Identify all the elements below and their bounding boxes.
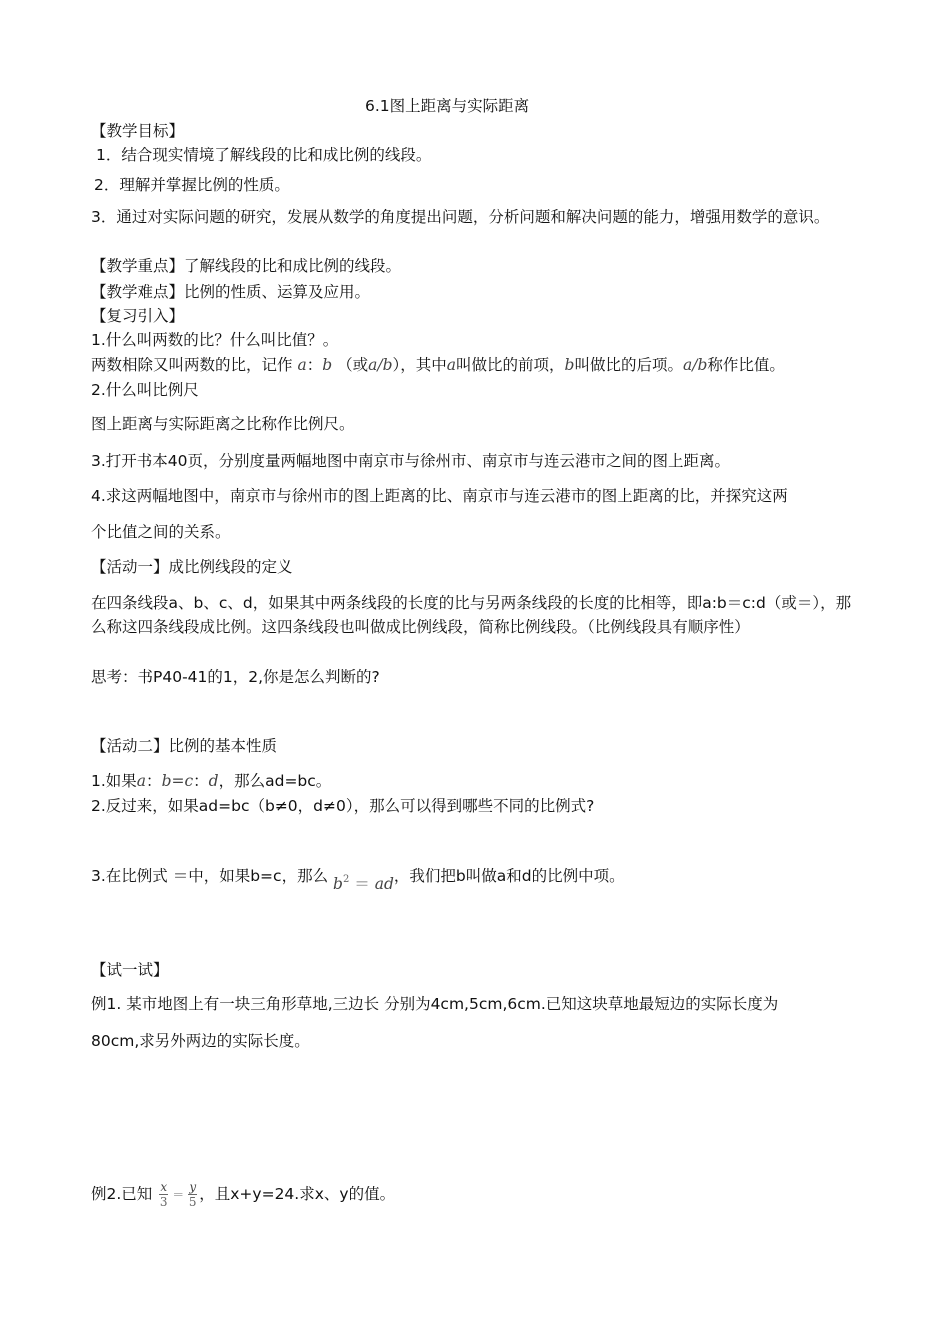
try-title: 【试一试】 [91,961,169,979]
var-a: a [136,772,147,790]
property-1-tail: ，那么ad=bc。 [218,772,332,790]
activity-2-title: 【活动二】比例的基本性质 [91,737,278,755]
example-1-line-2: 80cm,求另外两边的实际长度。 [91,1032,310,1050]
var-a-front: a [446,356,457,374]
ratio-a-over-b: a/b [368,356,393,374]
difficulty: 【教学难点】比例的性质、运算及应用。 [91,283,371,301]
fraction-x-over-3 [159,1180,168,1209]
question-3: 3.打开书本40页，分别度量两幅地图中南京市与徐州市、南京市与连云港市之间的图上距离。 [91,452,731,470]
section-review: 【复习引入】 [91,307,185,325]
answer-1-text-c: ），其中 [392,356,447,374]
var-b-back: b [564,356,575,374]
colon: ： [306,356,323,374]
var-ad: ad [374,875,394,893]
example-2-lead: 例2.已知 [91,1185,153,1203]
property-1-lead: 1.如果 [91,772,137,790]
key-point: 【教学重点】了解线段的比和成比例的线段。 [91,257,402,275]
formula-b2-eq-ad [333,874,394,897]
answer-1-text-d: 叫做比的前项， [456,356,565,374]
property-2: 2.反过来，如果ad=bc（b≠0，d≠0），那么可以得到哪些不同的比例式? [91,797,595,815]
question-2: 2.什么叫比例尺 [91,381,199,399]
question-4-line-2: 个比值之间的关系。 [91,523,231,541]
var-b: b [333,875,343,893]
fraction-y-over-5 [188,1180,197,1209]
answer-1-text-a: 两数相除又叫两数的比，记作 [91,356,293,374]
var-d: d [208,772,219,790]
answer-1-text-b: （或 [337,356,369,374]
example-2 [91,1180,395,1209]
denominator-3: 3 [159,1195,168,1209]
property-3 [91,866,625,893]
example-1-line-1: 例1. 某市地图上有一块三角形草地,三边长 分别为4cm,5cm,6cm.已知这块草地最短边的实际长度为 [91,995,779,1013]
colon: ： [193,772,209,790]
colon: ： [146,772,162,790]
question-4-line-1: 4.求这两幅地图中，南京市与徐州市的图上距离的比、南京市与连云港市的图上距离的比，并探究这两 [91,487,788,505]
property-3-lead: 3.在比例式 ＝中，如果b=c，那么 [91,867,329,885]
answer-2: 图上距离与实际距离之比称作比例尺。 [91,415,355,433]
think-question: 思考：书P40-41的1，2,你是怎么判断的? [91,668,380,686]
denominator-5: 5 [188,1195,197,1209]
exponent: 2 [342,874,350,885]
goal-2: 2．理解并掌握比例的性质。 [94,176,290,194]
var-b: b [322,356,333,374]
answer-1-text-e: 叫做比的后项。 [574,356,683,374]
answer-1 [91,355,785,375]
goal-3: 3．通过对实际问题的研究，发展从数学的角度提出问题，分析问题和解决问题的能力，增强用数学的意识。 [91,208,830,226]
example-2-tail: ，且x+y=24.求x、y的值。 [199,1185,396,1203]
var-a: a [297,356,307,374]
equals-sign: ＝ [354,875,370,893]
activity-1-text: 在四条线段a、b、c、d，如果其中两条线段的长度的比与另两条线段的长度的比相等，即a:b＝c:d（或＝），那么称这四条线段成比例。这四条线段也叫做成比例线段，简称比例线段。（比例线段具有顺序性） [91,594,852,636]
answer-1-text-f: 称作比值。 [707,356,785,374]
ratio-value: a/b [682,356,708,374]
var-b-eq-c: b=c [161,772,194,790]
property-3-tail: ，我们把b叫做a和d的比例中项。 [393,867,625,885]
numerator-y: y [189,1180,197,1194]
page-title: 6.1图上距离与实际距离 [365,97,530,115]
activity-1-title: 【活动一】成比例线段的定义 [91,558,293,576]
equals-sign: ＝ [172,1187,185,1202]
numerator-x: x [160,1180,168,1194]
section-teaching-goals: 【教学目标】 [91,122,185,140]
question-1: 1.什么叫两数的比？什么叫比值？。 [91,331,339,349]
property-1 [91,771,331,791]
goal-1: 1．结合现实情境了解线段的比和成比例的线段。 [96,146,432,164]
